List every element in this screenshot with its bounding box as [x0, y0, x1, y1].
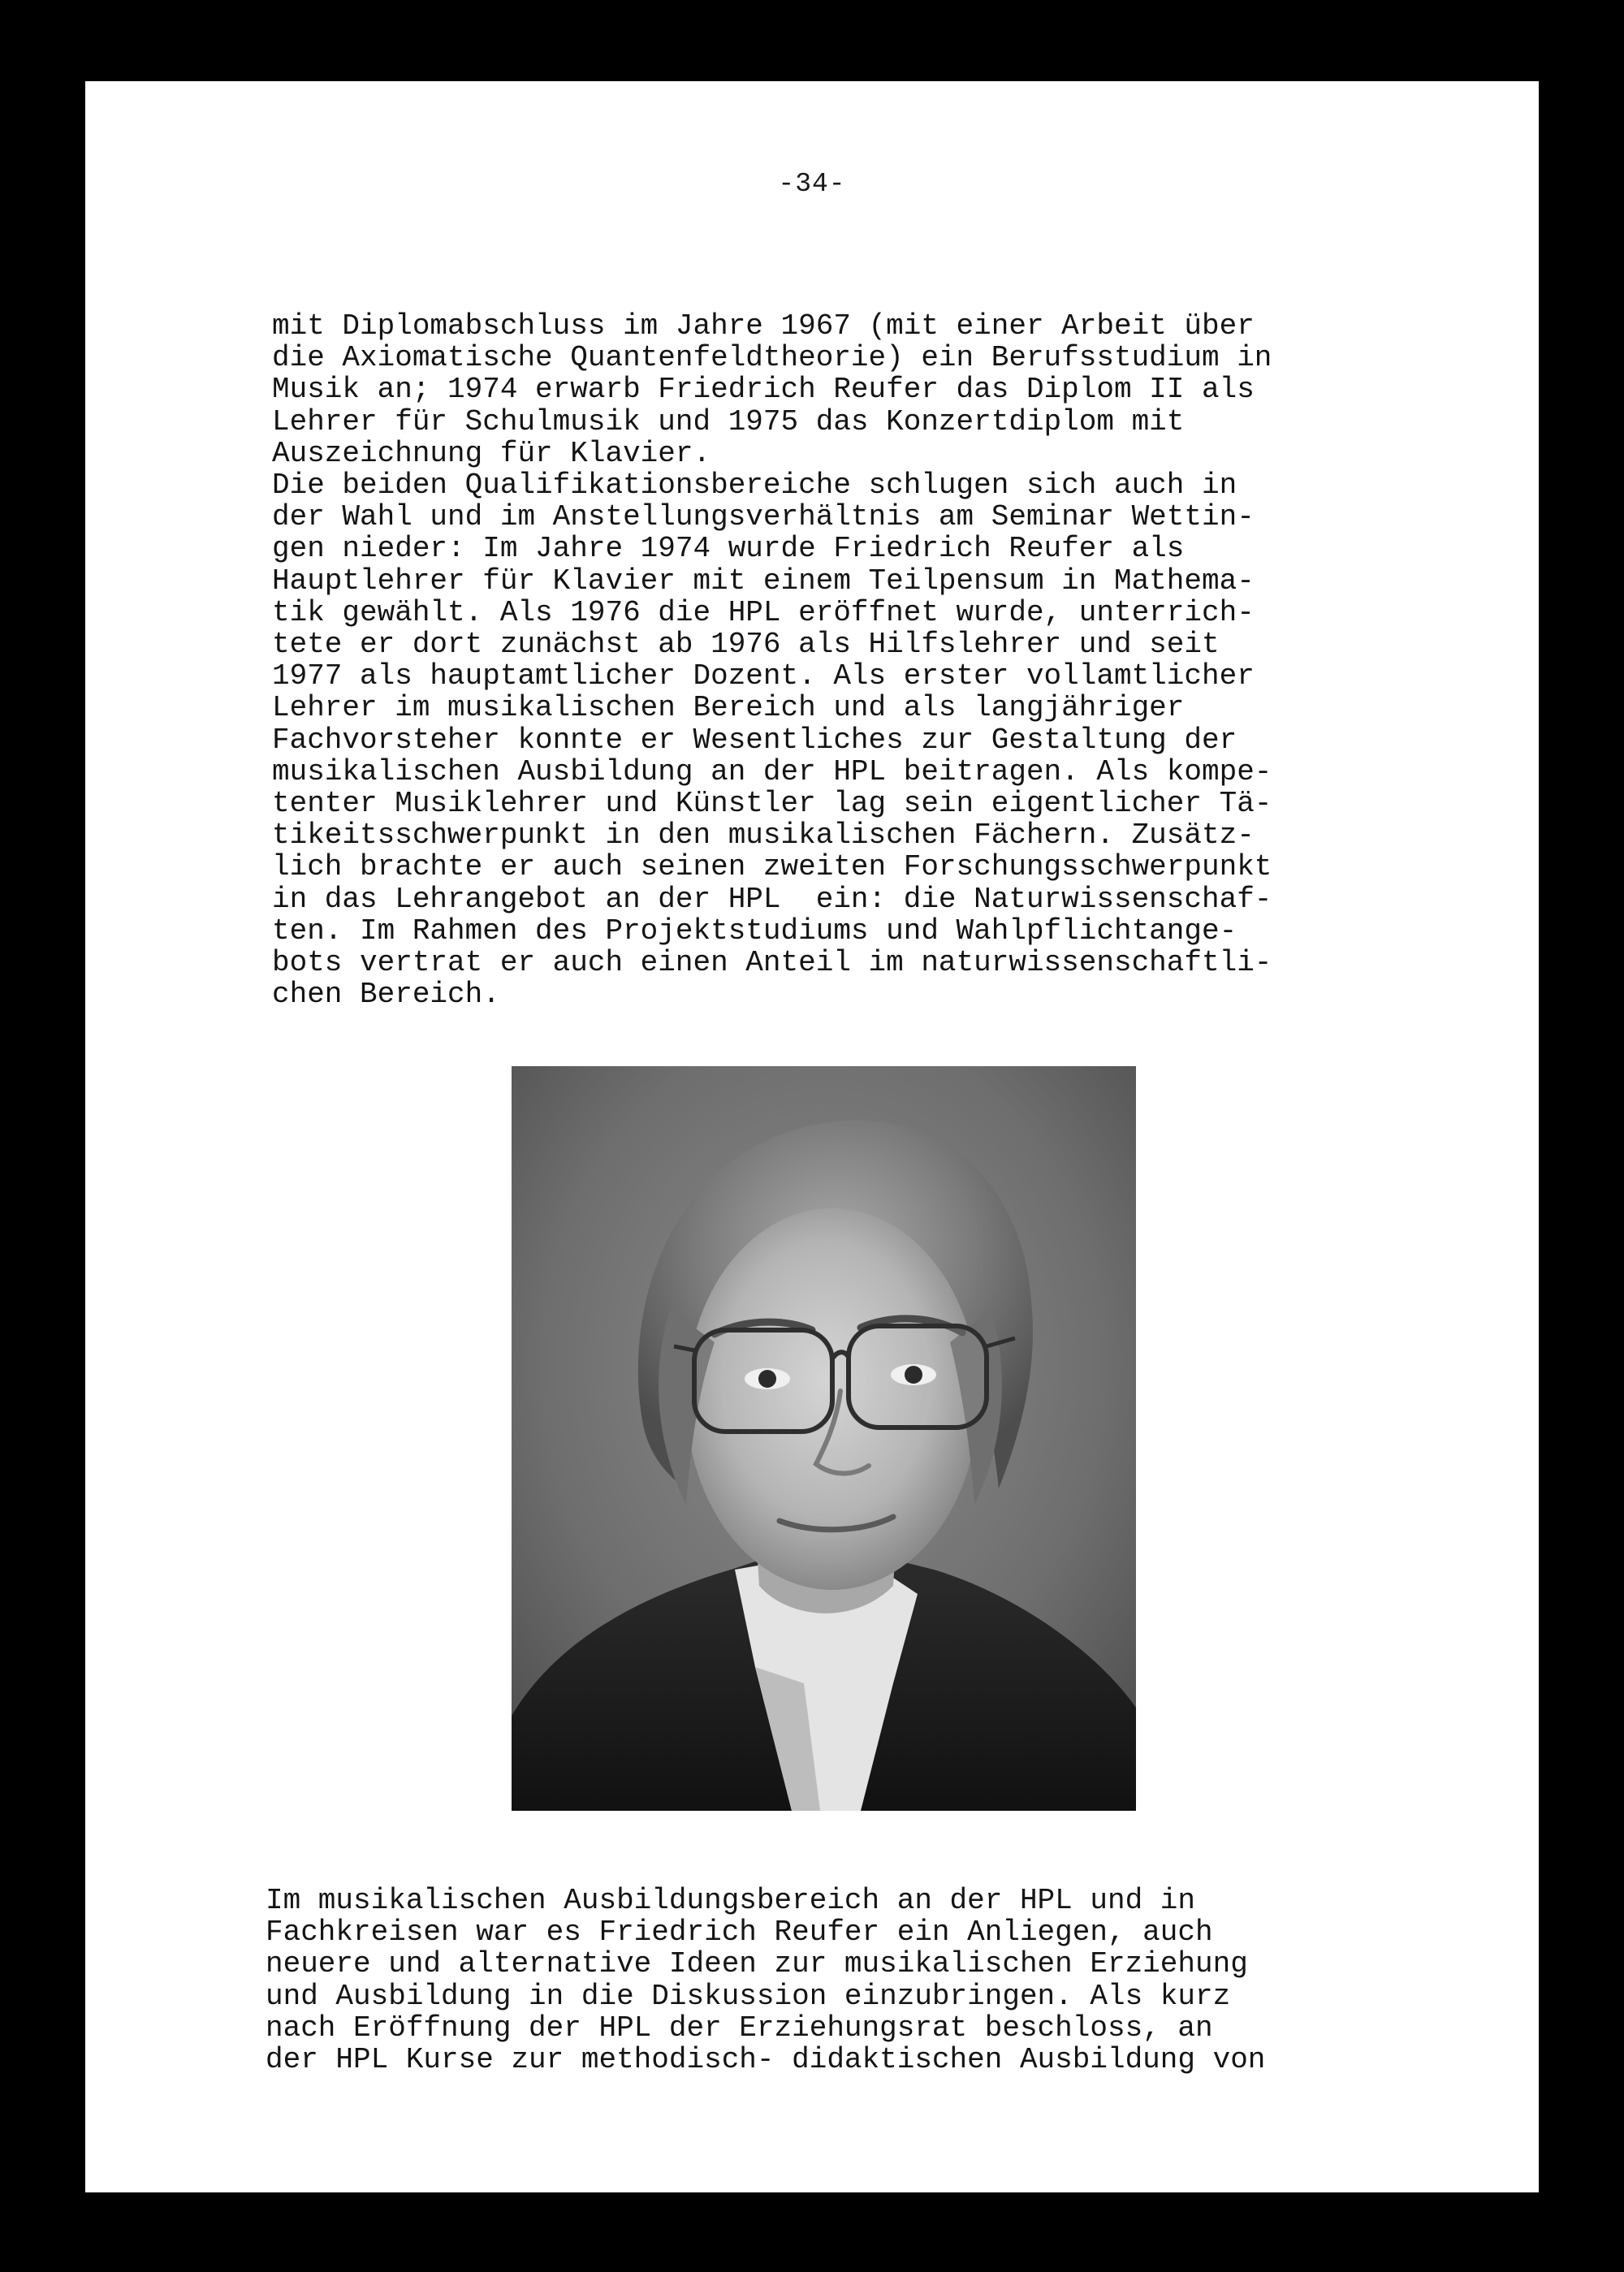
text-line: tik gewählt. Als 1976 die HPL eröffnet wurde, unterrich-	[272, 595, 1255, 629]
text-line: chen Bereich.	[272, 978, 500, 1012]
text-line: Lehrer im musikalischen Bereich und als langjähriger	[272, 691, 1185, 725]
text-line: lich brachte er auch seinen zweiten Forschungsschwerpunkt	[272, 850, 1272, 884]
text-line: gen nieder: Im Jahre 1974 wurde Friedrich Reufer als	[272, 532, 1185, 566]
text-line: tete er dort zunächst ab 1976 als Hilfslehrer und seit	[272, 628, 1220, 662]
document-page	[85, 81, 1539, 2192]
text-line: ten. Im Rahmen des Projektstudiums und Wahlpflichtange-	[272, 914, 1237, 948]
body-paragraph-2	[266, 1885, 1265, 2075]
portrait-photo	[512, 1066, 1136, 1811]
text-line: Musik an; 1974 erwarb Friedrich Reufer das Diplom II als	[272, 373, 1255, 407]
text-line: bots vertrat er auch einen Anteil im naturwissenschaftli-	[272, 946, 1272, 980]
text-line: Fachkreisen war es Friedrich Reufer ein Anliegen, auch	[266, 1916, 1213, 1950]
text-line: Auszeichnung für Klavier.	[272, 436, 711, 470]
text-line: in das Lehrangebot an der HPL ein: die Naturwissenschaf-	[272, 882, 1272, 916]
text-line: musikalischen Ausbildung an der HPL beitragen. Als kompe-	[272, 754, 1272, 788]
text-line: Fachvorsteher konnte er Wesentliches zur Gestaltung der	[272, 723, 1237, 757]
text-line: Die beiden Qualifikationsbereiche schlugen sich auch in	[272, 469, 1237, 503]
text-line: tikeitsschwerpunkt in den musikalischen Fächern. Zusätz-	[272, 819, 1255, 853]
text-line: nach Eröffnung der HPL der Erziehungsrat beschloss, an	[266, 2011, 1213, 2045]
text-line: tenter Musiklehrer und Künstler lag sein eigentlicher Tä-	[272, 787, 1272, 821]
text-line: 1977 als hauptamtlicher Dozent. Als erster vollamtlicher	[272, 659, 1255, 693]
text-line: Im musikalischen Ausbildungsbereich an der HPL und in	[266, 1884, 1195, 1917]
text-line: der HPL Kurse zur methodisch- didaktischen Ausbildung von	[266, 2043, 1266, 2077]
page-number: -34-	[778, 169, 846, 199]
text-line: Hauptlehrer für Klavier mit einem Teilpensum in Mathema-	[272, 564, 1255, 598]
text-line: die Axiomatische Quantenfeldtheorie) ein Berufsstudium in	[272, 341, 1272, 375]
text-line: der Wahl und im Anstellungsverhältnis am Seminar Wettin-	[272, 500, 1255, 534]
text-line: und Ausbildung in die Diskussion einzubringen. Als kurz	[266, 1979, 1231, 2013]
text-line: neuere und alternative Ideen zur musikalischen Erziehung	[266, 1947, 1248, 1981]
text-line: mit Diplomabschluss im Jahre 1967 (mit einer Arbeit über	[272, 309, 1255, 343]
text-line: Lehrer für Schulmusik und 1975 das Konzertdiplom mit	[272, 404, 1185, 438]
body-paragraph-1	[272, 310, 1272, 1010]
